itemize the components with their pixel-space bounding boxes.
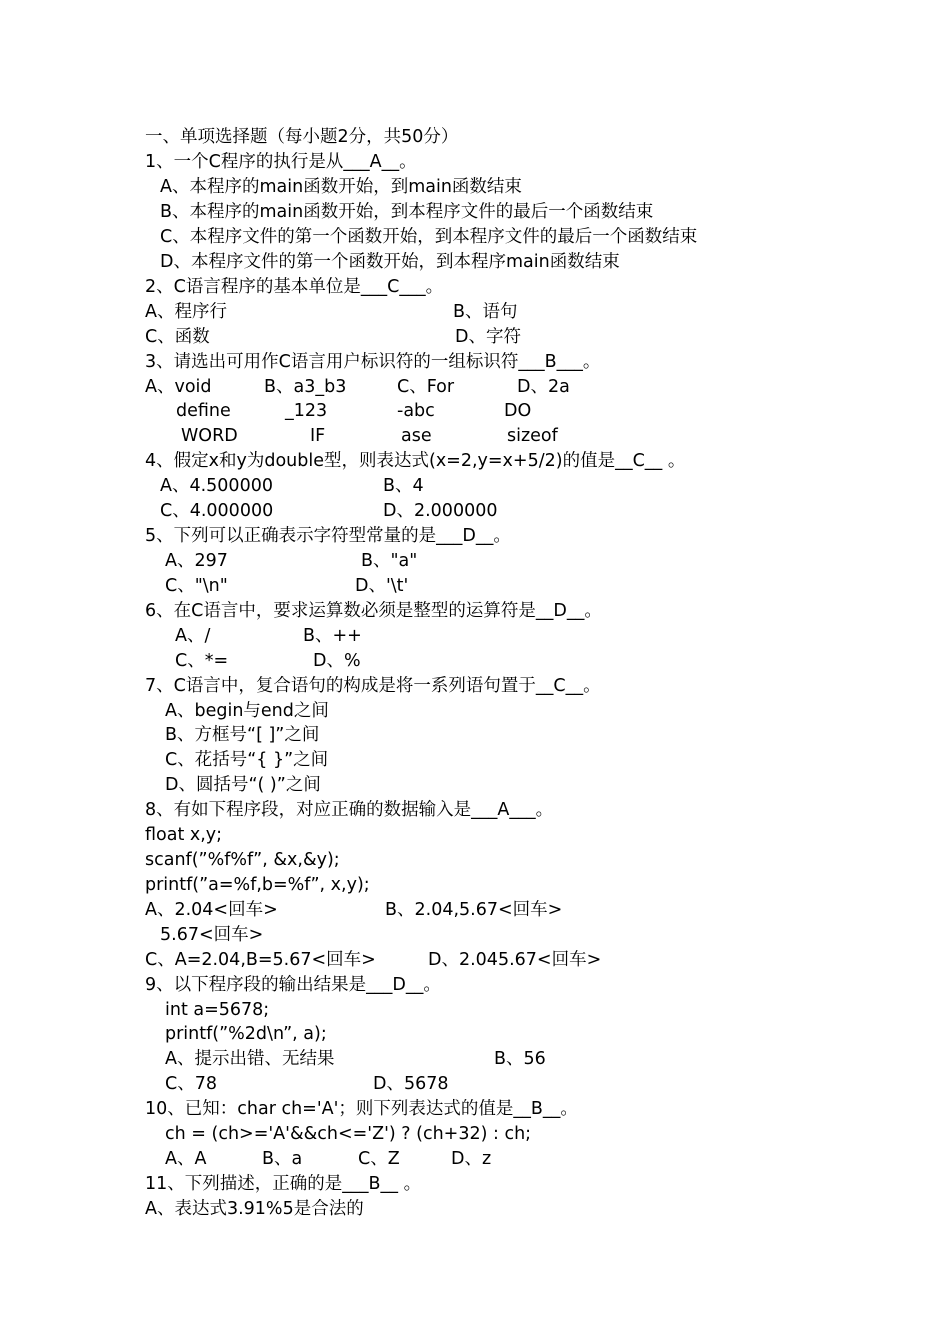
q2-option-c: C、函数	[145, 327, 210, 347]
q7-option-d: D、圆括号“( )”之间	[165, 775, 321, 795]
question-11: 11、下列描述，正确的是___B__ 。	[145, 1174, 422, 1194]
q3-row2-c: -abc	[397, 401, 435, 421]
q3-row3-a: WORD	[181, 426, 238, 446]
q3-row3-d: sizeof	[507, 426, 558, 446]
q1-option-c: C、本程序文件的第一个函数开始，到本程序文件的最后一个函数结束	[160, 227, 698, 247]
q8-option-c: C、A=2.04,B=5.67<回车>	[145, 950, 376, 970]
q7-option-b: B、方框号“[ ]”之间	[165, 725, 320, 745]
q3-row2-a: define	[176, 401, 231, 421]
q5-option-b: B、"a"	[361, 551, 418, 571]
q4-option-d: D、2.000000	[383, 501, 498, 521]
q3-option-a: A、void	[145, 377, 212, 397]
q4-option-b: B、4	[383, 476, 424, 496]
q2-option-a: A、程序行	[145, 302, 227, 322]
q1-option-d: D、本程序文件的第一个函数开始，到本程序main函数结束	[160, 252, 620, 272]
q5-option-d: D、'\t'	[355, 576, 409, 596]
q1-option-a: A、本程序的main函数开始，到main函数结束	[160, 177, 522, 197]
q5-option-c: C、"\n"	[165, 576, 228, 596]
q7-option-a: A、begin与end之间	[165, 701, 329, 721]
q6-option-a: A、/	[175, 626, 211, 646]
q6-option-c: C、*=	[175, 651, 229, 671]
q3-row3-c: ase	[401, 426, 432, 446]
q9-code-line-1: int a=5678;	[165, 1000, 270, 1020]
question-5: 5、下列可以正确表示字符型常量的是___D__。	[145, 526, 511, 546]
q7-option-c: C、花括号“{ }”之间	[165, 750, 329, 770]
q3-row2-b: _123	[285, 401, 328, 421]
q8-option-a: A、2.04<回车>	[145, 900, 278, 920]
q2-option-d: D、字符	[455, 327, 521, 347]
q2-option-b: B、语句	[453, 302, 518, 322]
q5-option-a: A、297	[165, 551, 228, 571]
q8-code-line-1: float x,y;	[145, 825, 223, 845]
q8-option-a-cont: 5.67<回车>	[160, 925, 264, 945]
q4-option-a: A、4.500000	[160, 476, 273, 496]
q8-code-line-3: printf(”a=%f,b=%f”, x,y);	[145, 875, 370, 895]
q10-code-line: ch = (ch>='A'&&ch<='Z') ? (ch+32) : ch;	[165, 1124, 532, 1144]
q10-option-c: C、Z	[358, 1149, 400, 1169]
q9-option-b: B、56	[494, 1049, 546, 1069]
q6-option-b: B、++	[303, 626, 362, 646]
question-3: 3、请选出可用作C语言用户标识符的一组标识符___B___。	[145, 352, 601, 372]
q3-option-d: D、2a	[517, 377, 570, 397]
q10-option-d: D、z	[451, 1149, 492, 1169]
q1-option-b: B、本程序的main函数开始，到本程序文件的最后一个函数结束	[160, 202, 654, 222]
question-2: 2、C语言程序的基本单位是___C___。	[145, 277, 444, 297]
q9-option-c: C、78	[165, 1074, 217, 1094]
q8-option-d: D、2.045.67<回车>	[428, 950, 602, 970]
q3-row2-d: DO	[504, 401, 532, 421]
question-8: 8、有如下程序段，对应正确的数据输入是___A___。	[145, 800, 554, 820]
q4-option-c: C、4.000000	[160, 501, 274, 521]
question-6: 6、在C语言中，要求运算数必须是整型的运算符是__D__。	[145, 601, 602, 621]
question-4: 4、假定x和y为double型，则表达式(x=2,y=x+5/2)的值是__C__ 。	[145, 451, 686, 471]
q9-code-line-2: printf(”%2d\n”, a);	[165, 1024, 327, 1044]
section-heading: 一、单项选择题（每小题2分，共50分）	[145, 127, 459, 147]
question-9: 9、以下程序段的输出结果是___D__。	[145, 975, 441, 995]
question-10: 10、已知：char ch='A'；则下列表达式的值是__B__。	[145, 1099, 578, 1119]
q6-option-d: D、%	[313, 651, 361, 671]
question-1: 1、一个C程序的执行是从___A__。	[145, 152, 417, 172]
q11-option-a: A、表达式3.91%5是合法的	[145, 1199, 364, 1219]
q8-code-line-2: scanf(”%f%f”, &x,&y);	[145, 850, 340, 870]
q9-option-a: A、提示出错、无结果	[165, 1049, 335, 1069]
q10-option-a: A、A	[165, 1149, 207, 1169]
q3-option-b: B、a3_b3	[264, 377, 347, 397]
q3-option-c: C、For	[397, 377, 455, 397]
q8-option-b: B、2.04,5.67<回车>	[385, 900, 563, 920]
q3-row3-b: IF	[310, 426, 326, 446]
q10-option-b: B、a	[262, 1149, 303, 1169]
q9-option-d: D、5678	[373, 1074, 449, 1094]
question-7: 7、C语言中，复合语句的构成是将一系列语句置于__C__。	[145, 676, 601, 696]
